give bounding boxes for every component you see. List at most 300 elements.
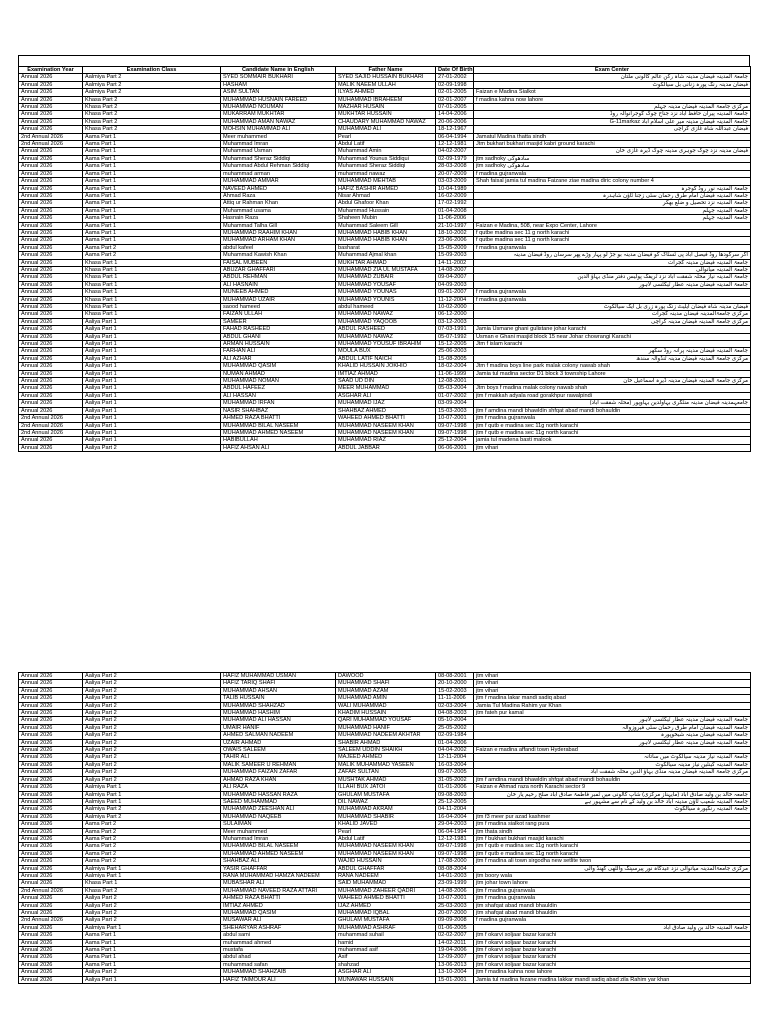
cell-father-name: shahzad: [336, 961, 436, 968]
cell-date-of-birth: 09-09-2008: [436, 917, 474, 924]
cell-date-of-birth: 18-02-2004: [436, 363, 474, 370]
cell-exam-center: jtm boory wala: [474, 872, 751, 879]
cell-exam-year: Annual 2026: [19, 813, 83, 820]
cell-exam-class: Aaliya Part 2: [83, 769, 221, 776]
cell-exam-center: جامعۃ المدینہ فیضان امام طرق رحمان سٹی فیروزوالہ: [474, 724, 751, 731]
table-row: [19, 784, 751, 791]
cell-exam-year: Annual 2026: [19, 924, 83, 931]
table-row: [19, 724, 751, 731]
cell-exam-center: jtm f okarvi soljaar bazar karachi: [474, 961, 751, 968]
cell-candidate-name: ABDUL REHMAN: [221, 274, 336, 281]
cell-candidate-name: MUSAWAR ALI: [221, 917, 336, 924]
cell-date-of-birth: 27-01-2002: [436, 74, 474, 81]
cell-exam-center: jtm sadhoky سادھوکی: [474, 163, 751, 170]
cell-father-name: MUHAMMAD NASEEM KHAN: [336, 422, 436, 429]
cell-exam-center: jtm f3 meer pur azad kashmer: [474, 813, 751, 820]
cell-exam-class: Aaliya Part 1: [83, 415, 221, 422]
cell-exam-center: Shah faisal jamia tul madina Faizane ziae madina diric colony number 4: [474, 178, 751, 185]
cell-father-name: Abdul Ghafoor Khan: [336, 200, 436, 207]
cell-date-of-birth: 02-01-2007: [436, 96, 474, 103]
table-row: [19, 717, 751, 724]
cell-father-name: hamid: [336, 939, 436, 946]
table-row: [19, 133, 751, 140]
cell-exam-year: Annual 2026: [19, 947, 83, 954]
cell-date-of-birth: 01-06-2005: [436, 924, 474, 931]
cell-exam-center: f madina kahna now lahore: [474, 96, 751, 103]
cell-exam-year: Annual 2026: [19, 769, 83, 776]
cell-date-of-birth: 11-11-2006: [436, 695, 474, 702]
cell-exam-class: Aaliya Part 2: [83, 695, 221, 702]
cell-exam-year: Annual 2026: [19, 732, 83, 739]
cell-exam-class: Khasa Part 2: [83, 118, 221, 125]
cell-exam-class: Aaliya Part 2: [83, 902, 221, 909]
cell-exam-year: 2nd Annual 2026: [19, 429, 83, 436]
cell-candidate-name: UZAIR AHMAD: [221, 739, 336, 746]
table-row: [19, 304, 751, 311]
cell-exam-class: Aaliya Part 1: [83, 407, 221, 414]
cell-exam-class: Aama Part 1: [83, 207, 221, 214]
cell-candidate-name: FAIZAN ULLAH: [221, 311, 336, 318]
cell-candidate-name: FARHAN ALI: [221, 348, 336, 355]
cell-father-name: abdul hameed: [336, 304, 436, 311]
cell-father-name: MUHAMMAD HABIB KHAN: [336, 229, 436, 236]
cell-candidate-name: HABIBULLAH: [221, 437, 336, 444]
table-row: [19, 259, 751, 266]
cell-date-of-birth: 20-06-2006: [436, 118, 474, 125]
cell-exam-year: Annual 2026: [19, 843, 83, 850]
cell-father-name: MUHAMMAD HABIB KHAN: [336, 237, 436, 244]
cell-father-name: MUHAMMAD NAWAZ: [336, 333, 436, 340]
cell-father-name: ABDUL RASHEED: [336, 326, 436, 333]
header-candidate-name: Candidate Name in English: [221, 67, 336, 74]
table-row: [19, 415, 751, 422]
cell-exam-year: Annual 2026: [19, 895, 83, 902]
cell-candidate-name: MUHAMMAD AHMED NASEEM: [221, 850, 336, 857]
cell-candidate-name: SHEHARYAR ASHRAF: [221, 924, 336, 931]
cell-date-of-birth: 20-07-2000: [436, 910, 474, 917]
cell-candidate-name: Meer muhammed: [221, 828, 336, 835]
cell-candidate-name: ALI HASSAN: [221, 392, 336, 399]
cell-exam-class: Khasa Part 2: [83, 104, 221, 111]
cell-date-of-birth: 15-08-2005: [436, 355, 474, 362]
cell-date-of-birth: 10-07-2001: [436, 415, 474, 422]
cell-date-of-birth: 01-01-2006: [436, 784, 474, 791]
cell-exam-center: فیضان عبداللہ شاہ غازی کراچی: [474, 126, 751, 133]
table-row: [19, 843, 751, 850]
cell-candidate-name: MUHAMMAD AHSAN: [221, 687, 336, 694]
table-row: [19, 798, 751, 805]
cell-candidate-name: MUHAMMAD NOUMAN: [221, 104, 336, 111]
cell-exam-center: جامعۃ المدینہ خالد بن ولید صادق آباد: [474, 924, 751, 931]
table-row: [19, 673, 751, 680]
table-row: [19, 341, 751, 348]
cell-candidate-name: OWAIS SALEEM: [221, 747, 336, 754]
cell-date-of-birth: 13-06-2013: [436, 961, 474, 968]
cell-exam-year: 2nd Annual 2026: [19, 415, 83, 422]
cell-father-name: Muhammad Sheraz Siddiqi: [336, 163, 436, 170]
cell-exam-center: jtm vihari: [474, 444, 751, 451]
cell-date-of-birth: 25-03-2003: [436, 902, 474, 909]
cell-date-of-birth: 10-02-2000: [436, 304, 474, 311]
cell-exam-year: Annual 2026: [19, 872, 83, 879]
cell-exam-center: jtm f madina gujranwala: [474, 895, 751, 902]
cell-father-name: ILYAS AHMED: [336, 89, 436, 96]
cell-father-name: MUHAMMAD ZUBAIR: [336, 274, 436, 281]
cell-exam-center: جامعۃ المدینہ فیضان مدینہ شیخوپورہ: [474, 732, 751, 739]
cell-date-of-birth: 23-09-1999: [436, 880, 474, 887]
cell-exam-center: jtm vihari: [474, 687, 751, 694]
cell-exam-center: jtm vihari: [474, 673, 751, 680]
cell-exam-year: Annual 2026: [19, 148, 83, 155]
cell-candidate-name: SYED SOMMAIR BUKHARI: [221, 74, 336, 81]
cell-father-name: MUHAMMAD ZAHEER QADRI: [336, 887, 436, 894]
cell-exam-class: Aama Part 2: [83, 252, 221, 259]
cell-exam-class: Aaliya Part 2: [83, 761, 221, 768]
cell-exam-center: مرکزی جامعۃ المدینہ فیضان مدینہ جہلم: [474, 104, 751, 111]
cell-exam-class: Aama Part 1: [83, 237, 221, 244]
cell-date-of-birth: 12-08-2001: [436, 378, 474, 385]
cell-exam-center: jtm f qutb e madina sec 11g north karachi: [474, 422, 751, 429]
cell-date-of-birth: 29-04-2003: [436, 821, 474, 828]
table-row: [19, 385, 751, 392]
cell-candidate-name: MOHSIN MUHAMMAD ALI: [221, 126, 336, 133]
cell-exam-class: Aaliya Part 1: [83, 333, 221, 340]
cell-exam-center: jtm f amdina mandi bhawldin shfqat abad mandi bohauldin: [474, 407, 751, 414]
cell-candidate-name: MUHAMMAD HASSAN RAZA: [221, 791, 336, 798]
cell-exam-center: جامعۃ المدینہ نیاز محلہ شفقت آباد نزد ٹریفک پولیس دفتر منڈی بہاؤ الدین: [474, 274, 751, 281]
cell-exam-center: جامعۃ المدینہ شعیب ٹاؤن مدینہ آباد خالد بن ولید کے نام سے مشہور ہے: [474, 798, 751, 805]
cell-exam-class: Khasa Part 1: [83, 296, 221, 303]
cell-father-name: WALI MUHAMMAD: [336, 702, 436, 709]
cell-father-name: WAJID HUSSAIN: [336, 858, 436, 865]
cell-exam-year: Annual 2026: [19, 363, 83, 370]
cell-exam-center: جامعۃ المدینہ فیضان مدینہ شاہ رکن عالم کالونی ملتان: [474, 74, 751, 81]
cell-exam-center: جامعۃ المدینہ فیضان مدینہ پرانہ روڈ سکھر: [474, 348, 751, 355]
cell-father-name: MUKHTAR HUSSAIN: [336, 111, 436, 118]
cell-father-name: CHAUDARY MUHAMMAD NAWAZ: [336, 118, 436, 125]
cell-candidate-name: ABDUL HAFEEZ: [221, 385, 336, 392]
table-row: [19, 333, 751, 340]
cell-father-name: KHALID JAVED: [336, 821, 436, 828]
cell-exam-year: Annual 2026: [19, 74, 83, 81]
cell-father-name: Muhammad Ajmal khan: [336, 252, 436, 259]
cell-candidate-name: MUBASHAR ALI: [221, 880, 336, 887]
cell-exam-center: jtm f madina gujranwala: [474, 415, 751, 422]
cell-father-name: RANA NADEEM: [336, 872, 436, 879]
cell-father-name: ABDUL GHAFFAR: [336, 865, 436, 872]
table-row: [19, 148, 751, 155]
cell-exam-year: Annual 2026: [19, 761, 83, 768]
cell-exam-year: Annual 2026: [19, 865, 83, 872]
cell-exam-class: Aalmiya Part 2: [83, 81, 221, 88]
table-row: [19, 429, 751, 436]
cell-exam-center: Jamia tul madina fezane madina lakkar mandi sadiq abad zila Rahim yar khan: [474, 976, 751, 983]
cell-candidate-name: FAISAL MUBEEN: [221, 259, 336, 266]
cell-date-of-birth: 25-05-2002: [436, 724, 474, 731]
cell-father-name: GHULAM MUSTAFA: [336, 917, 436, 924]
cell-exam-class: Aaliya Part 1: [83, 326, 221, 333]
cell-father-name: MUHAMMAD YOUNIS: [336, 296, 436, 303]
cell-candidate-name: NASIR SHAHBAZ: [221, 407, 336, 414]
cell-father-name: KHADIM HUSSAIN: [336, 710, 436, 717]
cell-date-of-birth: 13-10-2004: [436, 969, 474, 976]
cell-exam-year: Annual 2026: [19, 355, 83, 362]
cell-date-of-birth: 04-04-2002: [436, 747, 474, 754]
cell-exam-center: Jtm f madina boys line park malak colony nawab shah: [474, 363, 751, 370]
table-row: [19, 74, 751, 81]
table-row: [19, 880, 751, 887]
cell-exam-year: Annual 2026: [19, 858, 83, 865]
header-father-name: Father Name: [336, 67, 436, 74]
cell-candidate-name: AHMED RAZA BHATTI: [221, 415, 336, 422]
cell-exam-class: Khasa Part 1: [83, 281, 221, 288]
cell-exam-center: jtm f okarvi soljaar bazar karachi: [474, 954, 751, 961]
cell-exam-year: Annual 2026: [19, 717, 83, 724]
cell-candidate-name: MUHAMMAD UZAIR: [221, 296, 336, 303]
cell-father-name: ABDUL JABBAR: [336, 444, 436, 451]
cell-candidate-name: MUHAMMAD ARHAM KHAN: [221, 237, 336, 244]
cell-candidate-name: MUHAMMAD HASHIM: [221, 710, 336, 717]
cell-exam-class: Aaliya Part 1: [83, 422, 221, 429]
table-row: [19, 192, 751, 199]
table-row: [19, 281, 751, 288]
cell-exam-class: Aama Part 1: [83, 932, 221, 939]
cell-candidate-name: UMAIR HANIF: [221, 724, 336, 731]
cell-father-name: Muhammad Saleem Gill: [336, 222, 436, 229]
cell-exam-year: Annual 2026: [19, 791, 83, 798]
cell-father-name: SYED SAJID HUSSAIN BUKHARI: [336, 74, 436, 81]
cell-exam-class: Aaliya Part 2: [83, 444, 221, 451]
cell-father-name: HAFIZ BASHIR AHMED: [336, 185, 436, 192]
cell-exam-year: Annual 2026: [19, 680, 83, 687]
table-row: [19, 392, 751, 399]
table-row: [19, 348, 751, 355]
cell-candidate-name: ALI AZHAR: [221, 355, 336, 362]
cell-date-of-birth: 09-04-2007: [436, 274, 474, 281]
cell-exam-year: Annual 2026: [19, 96, 83, 103]
cell-exam-class: Aaliya Part 2: [83, 917, 221, 924]
cell-candidate-name: MUKARRAM MUKHTAR: [221, 111, 336, 118]
cell-date-of-birth: 12-11-2004: [436, 754, 474, 761]
cell-candidate-name: HAFIZ TARIQ SHAFI: [221, 680, 336, 687]
cell-exam-center: مرکزی جامعۃالمدینہ فیضان مدینہ گجرات: [474, 311, 751, 318]
cell-exam-class: Aama Part 1: [83, 939, 221, 946]
cell-date-of-birth: 21-10-1997: [436, 222, 474, 229]
cell-candidate-name: saood hameed: [221, 304, 336, 311]
cell-exam-center: f madina gujranwala: [474, 296, 751, 303]
cell-father-name: MUHAMMAD AKRAM: [336, 806, 436, 813]
cell-exam-year: Annual 2026: [19, 207, 83, 214]
table-row: [19, 163, 751, 170]
cell-candidate-name: muhammad ahmed: [221, 939, 336, 946]
cell-exam-class: Aaliya Part 1: [83, 348, 221, 355]
cell-exam-year: Annual 2026: [19, 835, 83, 842]
table-row: [19, 858, 751, 865]
cell-father-name: Asif: [336, 954, 436, 961]
cell-exam-year: Annual 2026: [19, 902, 83, 909]
cell-exam-class: Aama Part 1: [83, 163, 221, 170]
candidate-table-top: [18, 66, 751, 452]
table-row: [19, 178, 751, 185]
cell-exam-center: f madina gujranwala: [474, 289, 751, 296]
cell-exam-center: Jtm boys f madina malak colony nawab shah: [474, 385, 751, 392]
cell-exam-class: Aaliya Part 2: [83, 717, 221, 724]
cell-exam-center: Faizan e Madina, 508, near Expo Center, Lahore: [474, 222, 751, 229]
cell-candidate-name: ALI HASNAIN: [221, 281, 336, 288]
table-row: [19, 695, 751, 702]
cell-exam-class: Aaliya Part 2: [83, 673, 221, 680]
cell-exam-class: Aaliya Part 2: [83, 724, 221, 731]
cell-date-of-birth: 09-07-1998: [436, 843, 474, 850]
cell-candidate-name: MUHAMMAD BILAL NASEEM: [221, 422, 336, 429]
cell-exam-year: Annual 2026: [19, 281, 83, 288]
cell-candidate-name: TAHIR ALI: [221, 754, 336, 761]
cell-father-name: DIL NAWAZ: [336, 798, 436, 805]
table-row: [19, 739, 751, 746]
table-row: [19, 813, 751, 820]
table-row: [19, 761, 751, 768]
cell-date-of-birth: 20-10-2000: [436, 680, 474, 687]
cell-exam-center: اگر سرگودھا روڈ فیصل آباد پی ٹسٹاک کو فیضان مدینہ بو جڑ لو پہار وڑے پھر سرسان روڈ فیضان مدینہ: [474, 252, 751, 259]
cell-date-of-birth: 25-06-2003: [436, 348, 474, 355]
cell-date-of-birth: 09-01-2007: [436, 289, 474, 296]
table-row: [19, 910, 751, 917]
cell-candidate-name: MUHAMMAD FAIZAN ZAFAR: [221, 769, 336, 776]
cell-exam-center: jtm f okarvi soljaar bazar karachi: [474, 932, 751, 939]
cell-father-name: MUHAMMAD NAWAZ: [336, 311, 436, 318]
table-row: [19, 89, 751, 96]
cell-exam-year: 2nd Annual 2026: [19, 887, 83, 894]
cell-father-name: MALIK NAEEM ULLAH: [336, 81, 436, 88]
cell-father-name: SAID MUHAMMAD: [336, 880, 436, 887]
cell-exam-class: Aalmiya Part 1: [83, 791, 221, 798]
table-row: [19, 917, 751, 924]
cell-exam-year: Annual 2026: [19, 111, 83, 118]
cell-candidate-name: YASIR GHAFFAR: [221, 865, 336, 872]
cell-exam-class: Aaliya Part 2: [83, 687, 221, 694]
cell-exam-year: Annual 2026: [19, 229, 83, 236]
table-row: [19, 961, 751, 968]
cell-exam-center: فیضان مدینہ نزد چوک جوہری مدینہ چوک ڈیرہ غازی خان: [474, 148, 751, 155]
cell-father-name: SALEEM UDDIN SHAIKH: [336, 747, 436, 754]
table-row: [19, 422, 751, 429]
cell-date-of-birth: 06-04-1994: [436, 133, 474, 140]
cell-exam-year: Annual 2026: [19, 185, 83, 192]
cell-exam-center: jtm f madina sialkot rang pura: [474, 821, 751, 828]
table-row: [19, 370, 751, 377]
cell-candidate-name: Muhammad usama: [221, 207, 336, 214]
cell-date-of-birth: 08-08-2001: [436, 673, 474, 680]
page-section-bottom: [18, 672, 750, 984]
cell-father-name: IMTIAZ AHMAD: [336, 370, 436, 377]
cell-date-of-birth: 06-12-2000: [436, 311, 474, 318]
cell-candidate-name: SHAHBAZ ALI: [221, 858, 336, 865]
cell-exam-year: Annual 2026: [19, 215, 83, 222]
cell-exam-class: Aalmiya Part 1: [83, 924, 221, 931]
cell-date-of-birth: 09-07-1998: [436, 429, 474, 436]
cell-exam-class: Aama Part 1: [83, 133, 221, 140]
cell-father-name: MUKHTAR AHMAD: [336, 259, 436, 266]
table-row: [19, 947, 751, 954]
cell-candidate-name: Muhammad Talha Gill: [221, 222, 336, 229]
cell-date-of-birth: 10-07-2001: [436, 895, 474, 902]
table-row: [19, 407, 751, 414]
cell-candidate-name: ASIM SULTAN: [221, 89, 336, 96]
cell-exam-center: f qutbe madina sec 11 g north karachi: [474, 237, 751, 244]
cell-father-name: DAWOOD: [336, 673, 436, 680]
cell-date-of-birth: 31-05-2002: [436, 776, 474, 783]
cell-father-name: Nisar Ahmad: [336, 192, 436, 199]
cell-date-of-birth: 11-12-2004: [436, 296, 474, 303]
cell-candidate-name: abdul kafeel: [221, 244, 336, 251]
cell-exam-center: jtm f qutb e madina sec 11g north karachi: [474, 850, 751, 857]
cell-exam-year: Annual 2026: [19, 348, 83, 355]
cell-exam-class: Khasa Part 2: [83, 887, 221, 894]
cell-exam-year: Annual 2026: [19, 385, 83, 392]
table-row: [19, 850, 751, 857]
table-row: [19, 835, 751, 842]
cell-exam-year: Annual 2026: [19, 392, 83, 399]
cell-date-of-birth: 25-12-2004: [436, 437, 474, 444]
table-row: [19, 170, 751, 177]
cell-date-of-birth: 07-03-1991: [436, 326, 474, 333]
cell-father-name: MUHAMMAD AZAM: [336, 687, 436, 694]
cell-father-name: MUHAMMAD RIAZ: [336, 437, 436, 444]
cell-father-name: KHALID HUSSAIN JOKHIO: [336, 363, 436, 370]
cell-exam-year: Annual 2026: [19, 304, 83, 311]
cell-exam-center: جامعہ خالد بن ولید صادق آباد (مایہناز مرکزی) شاپ کالونی میں ٹمبر فاطمۃ صادق آباد صلح رحیم یار خان: [474, 791, 751, 798]
table-row: [19, 289, 751, 296]
cell-exam-center: جامعۃ المدینہ میانوالی: [474, 266, 751, 273]
cell-exam-class: Aama Part 1: [83, 954, 221, 961]
cell-exam-class: Aaliya Part 2: [83, 710, 221, 717]
cell-candidate-name: MUHAMMAD AMAN NAWAZ: [221, 118, 336, 125]
cell-candidate-name: MUHAMMAD QASIM: [221, 363, 336, 370]
cell-exam-class: Aalmiya Part 1: [83, 784, 221, 791]
cell-exam-center: مرکزی جامعۃ المدینہ فیضان مدینہ ڈیرہ اسماعیل خان: [474, 378, 751, 385]
cell-candidate-name: abdul sami: [221, 932, 336, 939]
cell-father-name: MUHAMMAD YOUNAS: [336, 289, 436, 296]
cell-exam-class: Aalmiya Part 2: [83, 74, 221, 81]
cell-exam-class: Aalmiya Part 2: [83, 806, 221, 813]
cell-exam-year: Annual 2026: [19, 311, 83, 318]
cell-exam-center: jamia tul madena basti malook: [474, 437, 751, 444]
cell-date-of-birth: 15-05-2009: [436, 244, 474, 251]
table-row: [19, 954, 751, 961]
cell-exam-year: Annual 2026: [19, 747, 83, 754]
table-row: [19, 939, 751, 946]
cell-candidate-name: ARMAN HUSSAIN: [221, 341, 336, 348]
cell-exam-center: Faizan e madina affandi town Hyderabad: [474, 747, 751, 754]
cell-father-name: MUHAMMAD AMIN: [336, 695, 436, 702]
cell-date-of-birth: 02-01-2005: [436, 89, 474, 96]
table-row: [19, 155, 751, 162]
cell-date-of-birth: 23-06-2006: [436, 237, 474, 244]
cell-exam-class: Aaliya Part 2: [83, 680, 221, 687]
cell-date-of-birth: 04-02-2007: [436, 148, 474, 155]
cell-exam-class: Aama Part 2: [83, 858, 221, 865]
cell-candidate-name: SAEED MUHAMMAD: [221, 798, 336, 805]
table-row: [19, 776, 751, 783]
cell-candidate-name: NUMAN AHMAD: [221, 370, 336, 377]
cell-exam-class: Aama Part 1: [83, 200, 221, 207]
cell-candidate-name: ALI RAZA: [221, 784, 336, 791]
cell-father-name: MAJEED AHMED: [336, 754, 436, 761]
cell-exam-year: Annual 2026: [19, 739, 83, 746]
table-row: [19, 229, 751, 236]
cell-father-name: MUHAMMAD YOUSUF IBRAHIM: [336, 341, 436, 348]
header-row: [19, 67, 751, 74]
